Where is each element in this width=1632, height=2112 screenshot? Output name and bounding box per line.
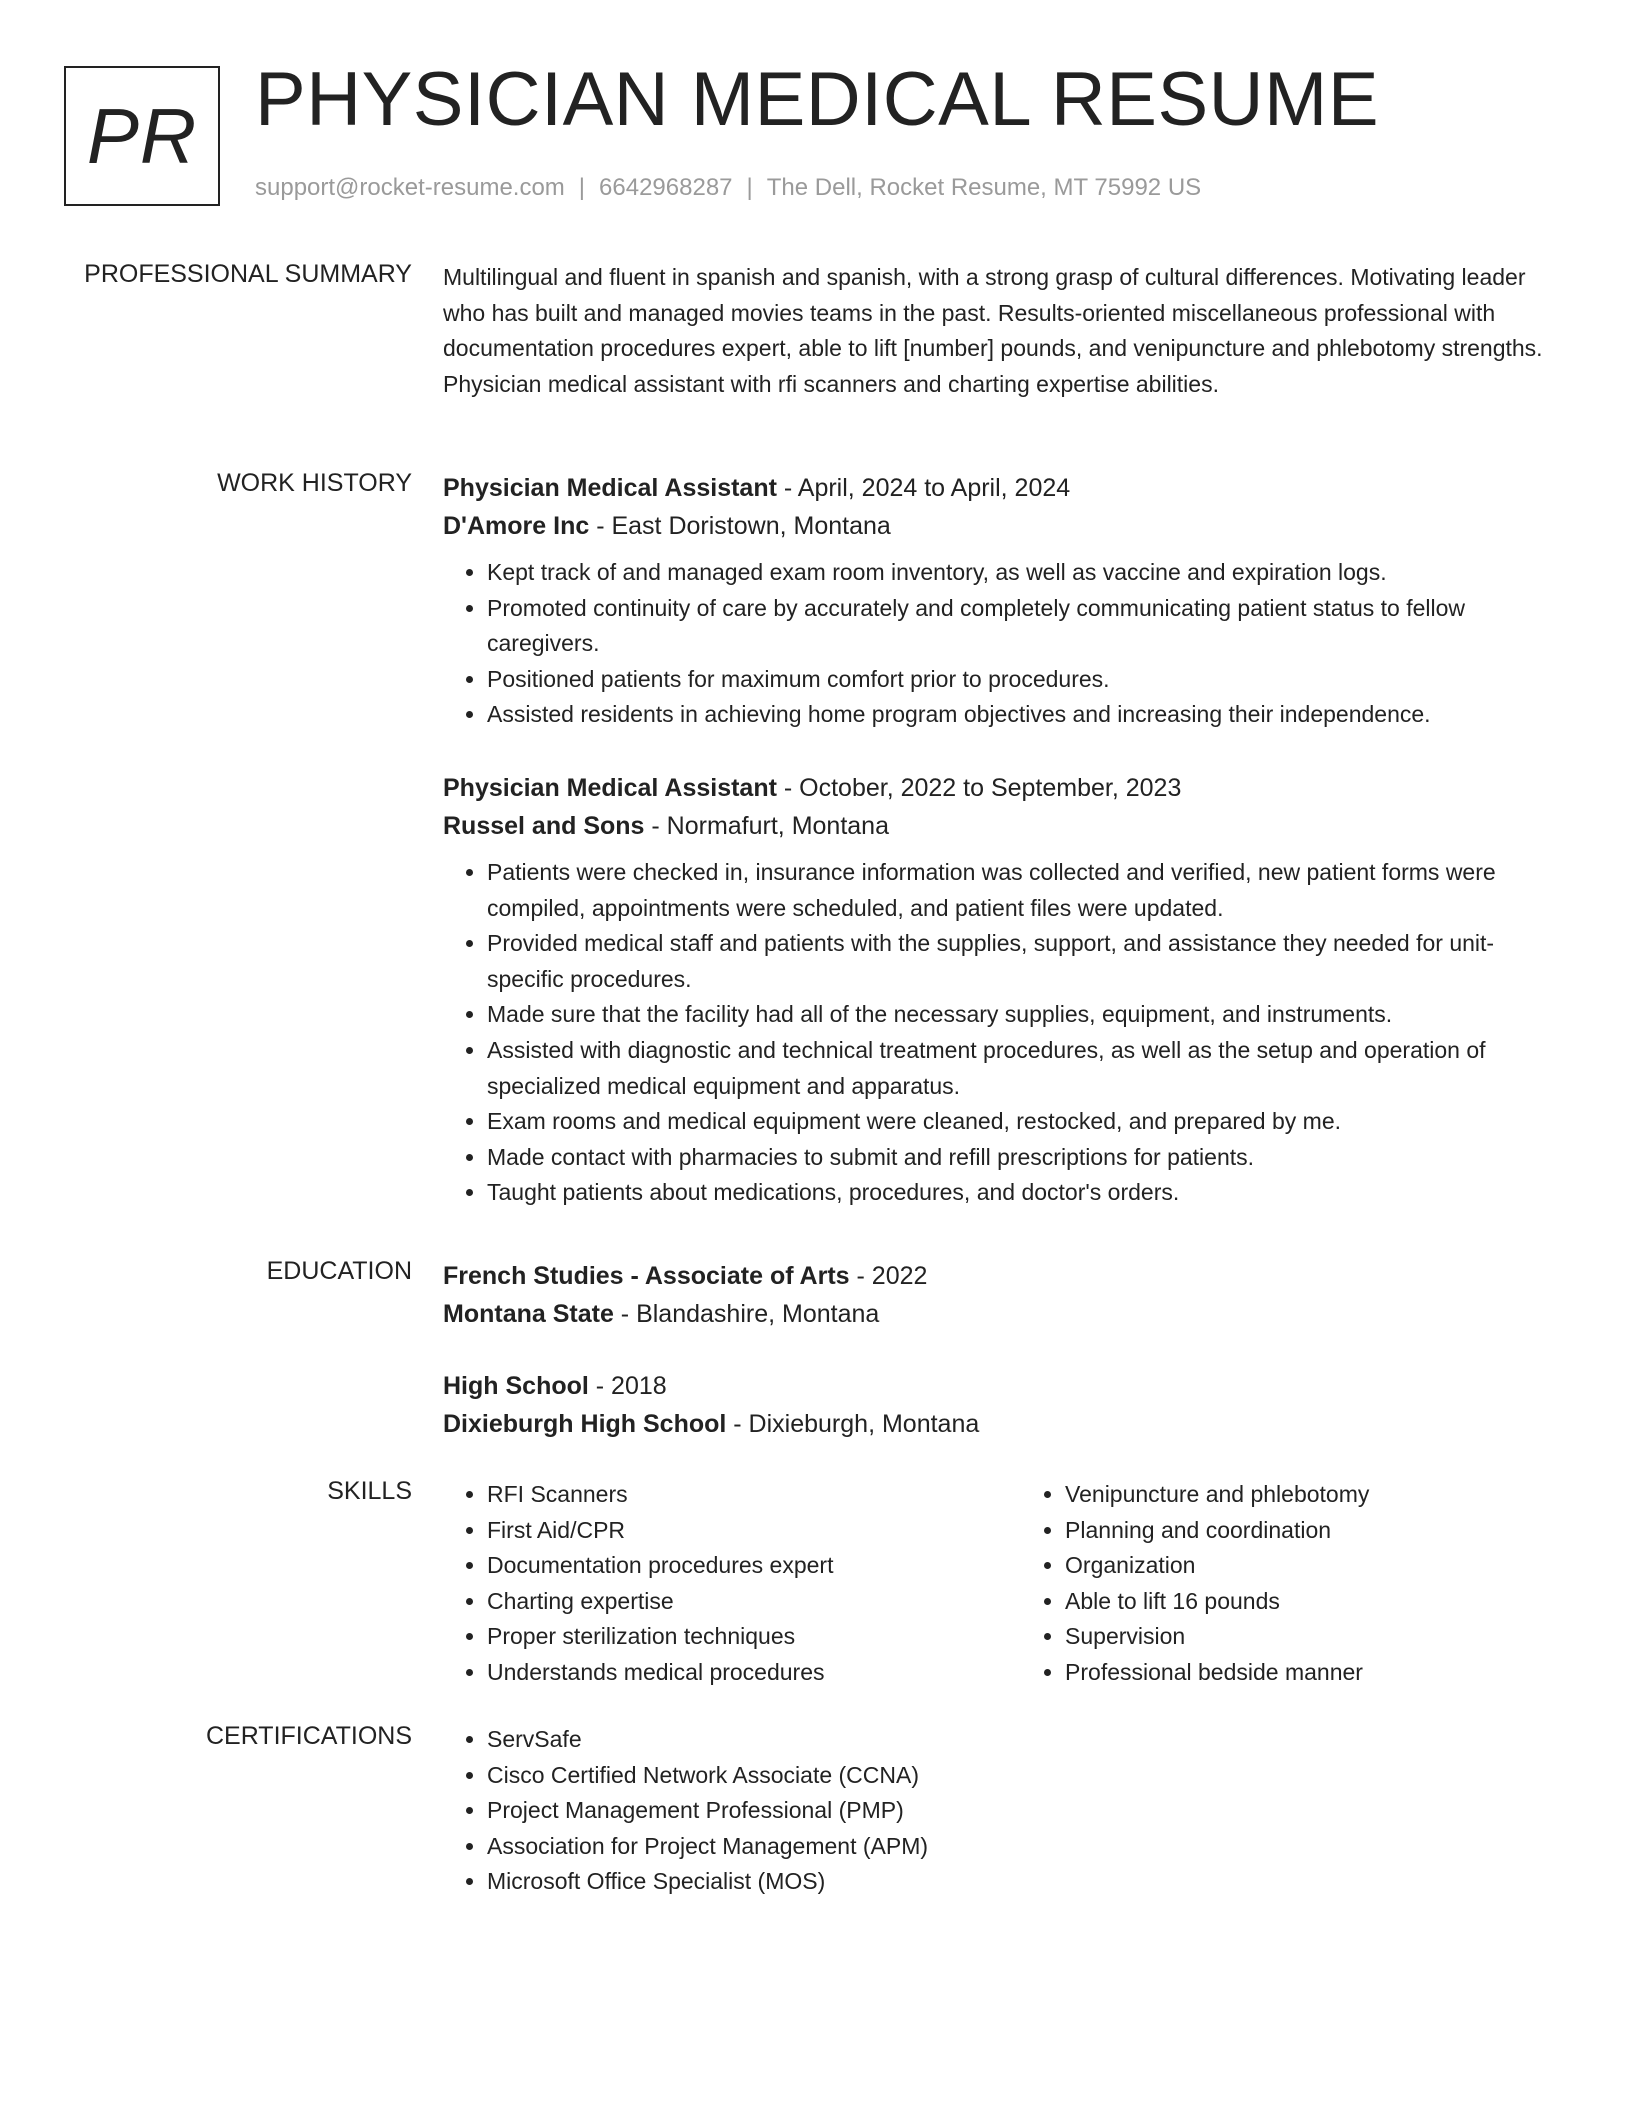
contact-separator: | [746, 174, 753, 201]
job-location: - East Doristown, Montana [589, 512, 891, 540]
list-item: • Professional bedside manner [1065, 1655, 1555, 1691]
list-item: • Planning and coordination [1065, 1513, 1555, 1549]
contact-separator: | [578, 174, 586, 201]
list-item: • Made sure that the facility had all of the necessary supplies, equipment, and instruments. [487, 997, 1555, 1033]
list-item: • Exam rooms and medical equipment were cleaned, restocked, and prepared by me. [487, 1104, 1555, 1140]
job-entry [443, 469, 1555, 733]
contact-phone[interactable]: 6642968287 [599, 174, 733, 201]
section-title-work: WORK HISTORY [217, 469, 412, 497]
job-location: - Normafurt, Montana [644, 811, 889, 840]
education-degree-line [443, 1257, 1555, 1295]
summary-text: Multilingual and fluent in spanish and spanish, with a strong grasp of cultural differences. Motivating leader who has built and managed movies teams in the past. Results-oriented miscellaneous professional with documentation procedures expert, able to lift [number] pounds, and venipuncture and phlebotomy strengths. Physician medical assistant with rfi scanners and charting expertise abilities. [443, 264, 1543, 397]
certifications-body [443, 1722, 1555, 1900]
section-title-education: EDUCATION [266, 1257, 412, 1285]
job-company: D'Amore Inc [443, 512, 590, 540]
skills-list-left [443, 1477, 1021, 1691]
list-item: • Proper sterilization techniques [487, 1619, 1021, 1655]
job-dates: - October, 2022 to September, 2023 [776, 773, 1182, 802]
list-item: • Understands medical procedures [487, 1655, 1021, 1691]
list-item: • Documentation procedures expert [487, 1548, 1021, 1584]
contact-line [255, 174, 1201, 202]
list-item: • Made contact with pharmacies to submit and refill prescriptions for patients. [487, 1140, 1555, 1176]
skills-list-right [1021, 1477, 1555, 1691]
list-item: • ServSafe [487, 1722, 1555, 1758]
job-dates: - April, 2024 to April, 2024 [776, 474, 1071, 502]
work-history-body [443, 469, 1555, 1211]
list-item: • Promoted continuity of care by accurately and completely communicating patient status to fellow caregivers. [487, 591, 1555, 662]
job-bullets [443, 555, 1555, 733]
list-item: • Assisted residents in achieving home program objectives and increasing their independence. [487, 697, 1555, 733]
education-school-line [443, 1405, 1555, 1443]
education-degree: High School [443, 1372, 589, 1400]
job-entry [443, 769, 1555, 1211]
job-company-line [443, 507, 1555, 545]
job-bullets [443, 855, 1555, 1211]
skills-body [443, 1477, 1555, 1691]
list-item: • First Aid/CPR [487, 1513, 1021, 1549]
job-role: Physician Medical Assistant [443, 474, 777, 502]
list-item: • Kept track of and managed exam room inventory, as well as vaccine and expiration logs. [487, 555, 1555, 591]
certifications-list [443, 1722, 1555, 1900]
list-item: • Taught patients about medications, procedures, and doctor's orders. [487, 1175, 1555, 1211]
education-entry [443, 1257, 1555, 1333]
education-body [443, 1257, 1555, 1443]
list-item: • Positioned patients for maximum comfort prior to procedures. [487, 662, 1555, 698]
list-item: • Assisted with diagnostic and technical treatment procedures, as well as the setup and operation of specialized medical equipment and apparatus. [487, 1033, 1555, 1104]
list-item: • Provided medical staff and patients with the supplies, support, and assistance they needed for unit-specific procedures. [487, 926, 1555, 997]
education-degree-line [443, 1367, 1555, 1405]
skills-columns [443, 1477, 1555, 1691]
education-school: Montana State [443, 1300, 614, 1328]
list-item: • Association for Project Management (APM) [487, 1829, 1555, 1865]
contact-email[interactable]: support@rocket-resume.com [255, 174, 565, 201]
list-item: • Organization [1065, 1548, 1555, 1584]
education-degree: French Studies - Associate of Arts [443, 1262, 850, 1290]
list-item: • Patients were checked in, insurance information was collected and verified, new patient forms were compiled, appointments were scheduled, and patient files were updated. [487, 855, 1555, 926]
page-title: PHYSICIAN MEDICAL RESUME [255, 57, 1380, 142]
contact-address: The Dell, Rocket Resume, MT 75992 US [766, 174, 1202, 201]
education-school: Dixieburgh High School [443, 1410, 727, 1438]
section-title-summary: PROFESSIONAL SUMMARY [84, 260, 412, 288]
list-item: • Microsoft Office Specialist (MOS) [487, 1864, 1555, 1900]
education-school-line [443, 1295, 1555, 1333]
summary-body [443, 260, 1555, 402]
list-item: • RFI Scanners [487, 1477, 1021, 1513]
section-title-certifications: CERTIFICATIONS [205, 1722, 412, 1750]
list-item: • Project Management Professional (PMP) [487, 1793, 1555, 1829]
list-item: • Charting expertise [487, 1584, 1021, 1620]
education-location: - Dixieburgh, Montana [726, 1410, 980, 1438]
job-role-line [443, 469, 1555, 507]
education-location: - Blandashire, Montana [613, 1300, 880, 1328]
list-item: • Able to lift 16 pounds [1065, 1584, 1555, 1620]
job-company: Russel and Sons [443, 811, 645, 840]
education-year: - 2018 [588, 1372, 667, 1400]
job-role-line [443, 769, 1555, 807]
list-item: • Venipuncture and phlebotomy [1065, 1477, 1555, 1513]
education-entry [443, 1367, 1555, 1443]
list-item: • Supervision [1065, 1619, 1555, 1655]
section-title-skills: SKILLS [327, 1477, 412, 1505]
job-company-line [443, 807, 1555, 845]
monogram-logo: PR [64, 66, 220, 206]
job-role: Physician Medical Assistant [443, 773, 777, 802]
list-item: • Cisco Certified Network Associate (CCNA) [487, 1758, 1555, 1794]
education-year: - 2022 [849, 1262, 928, 1290]
